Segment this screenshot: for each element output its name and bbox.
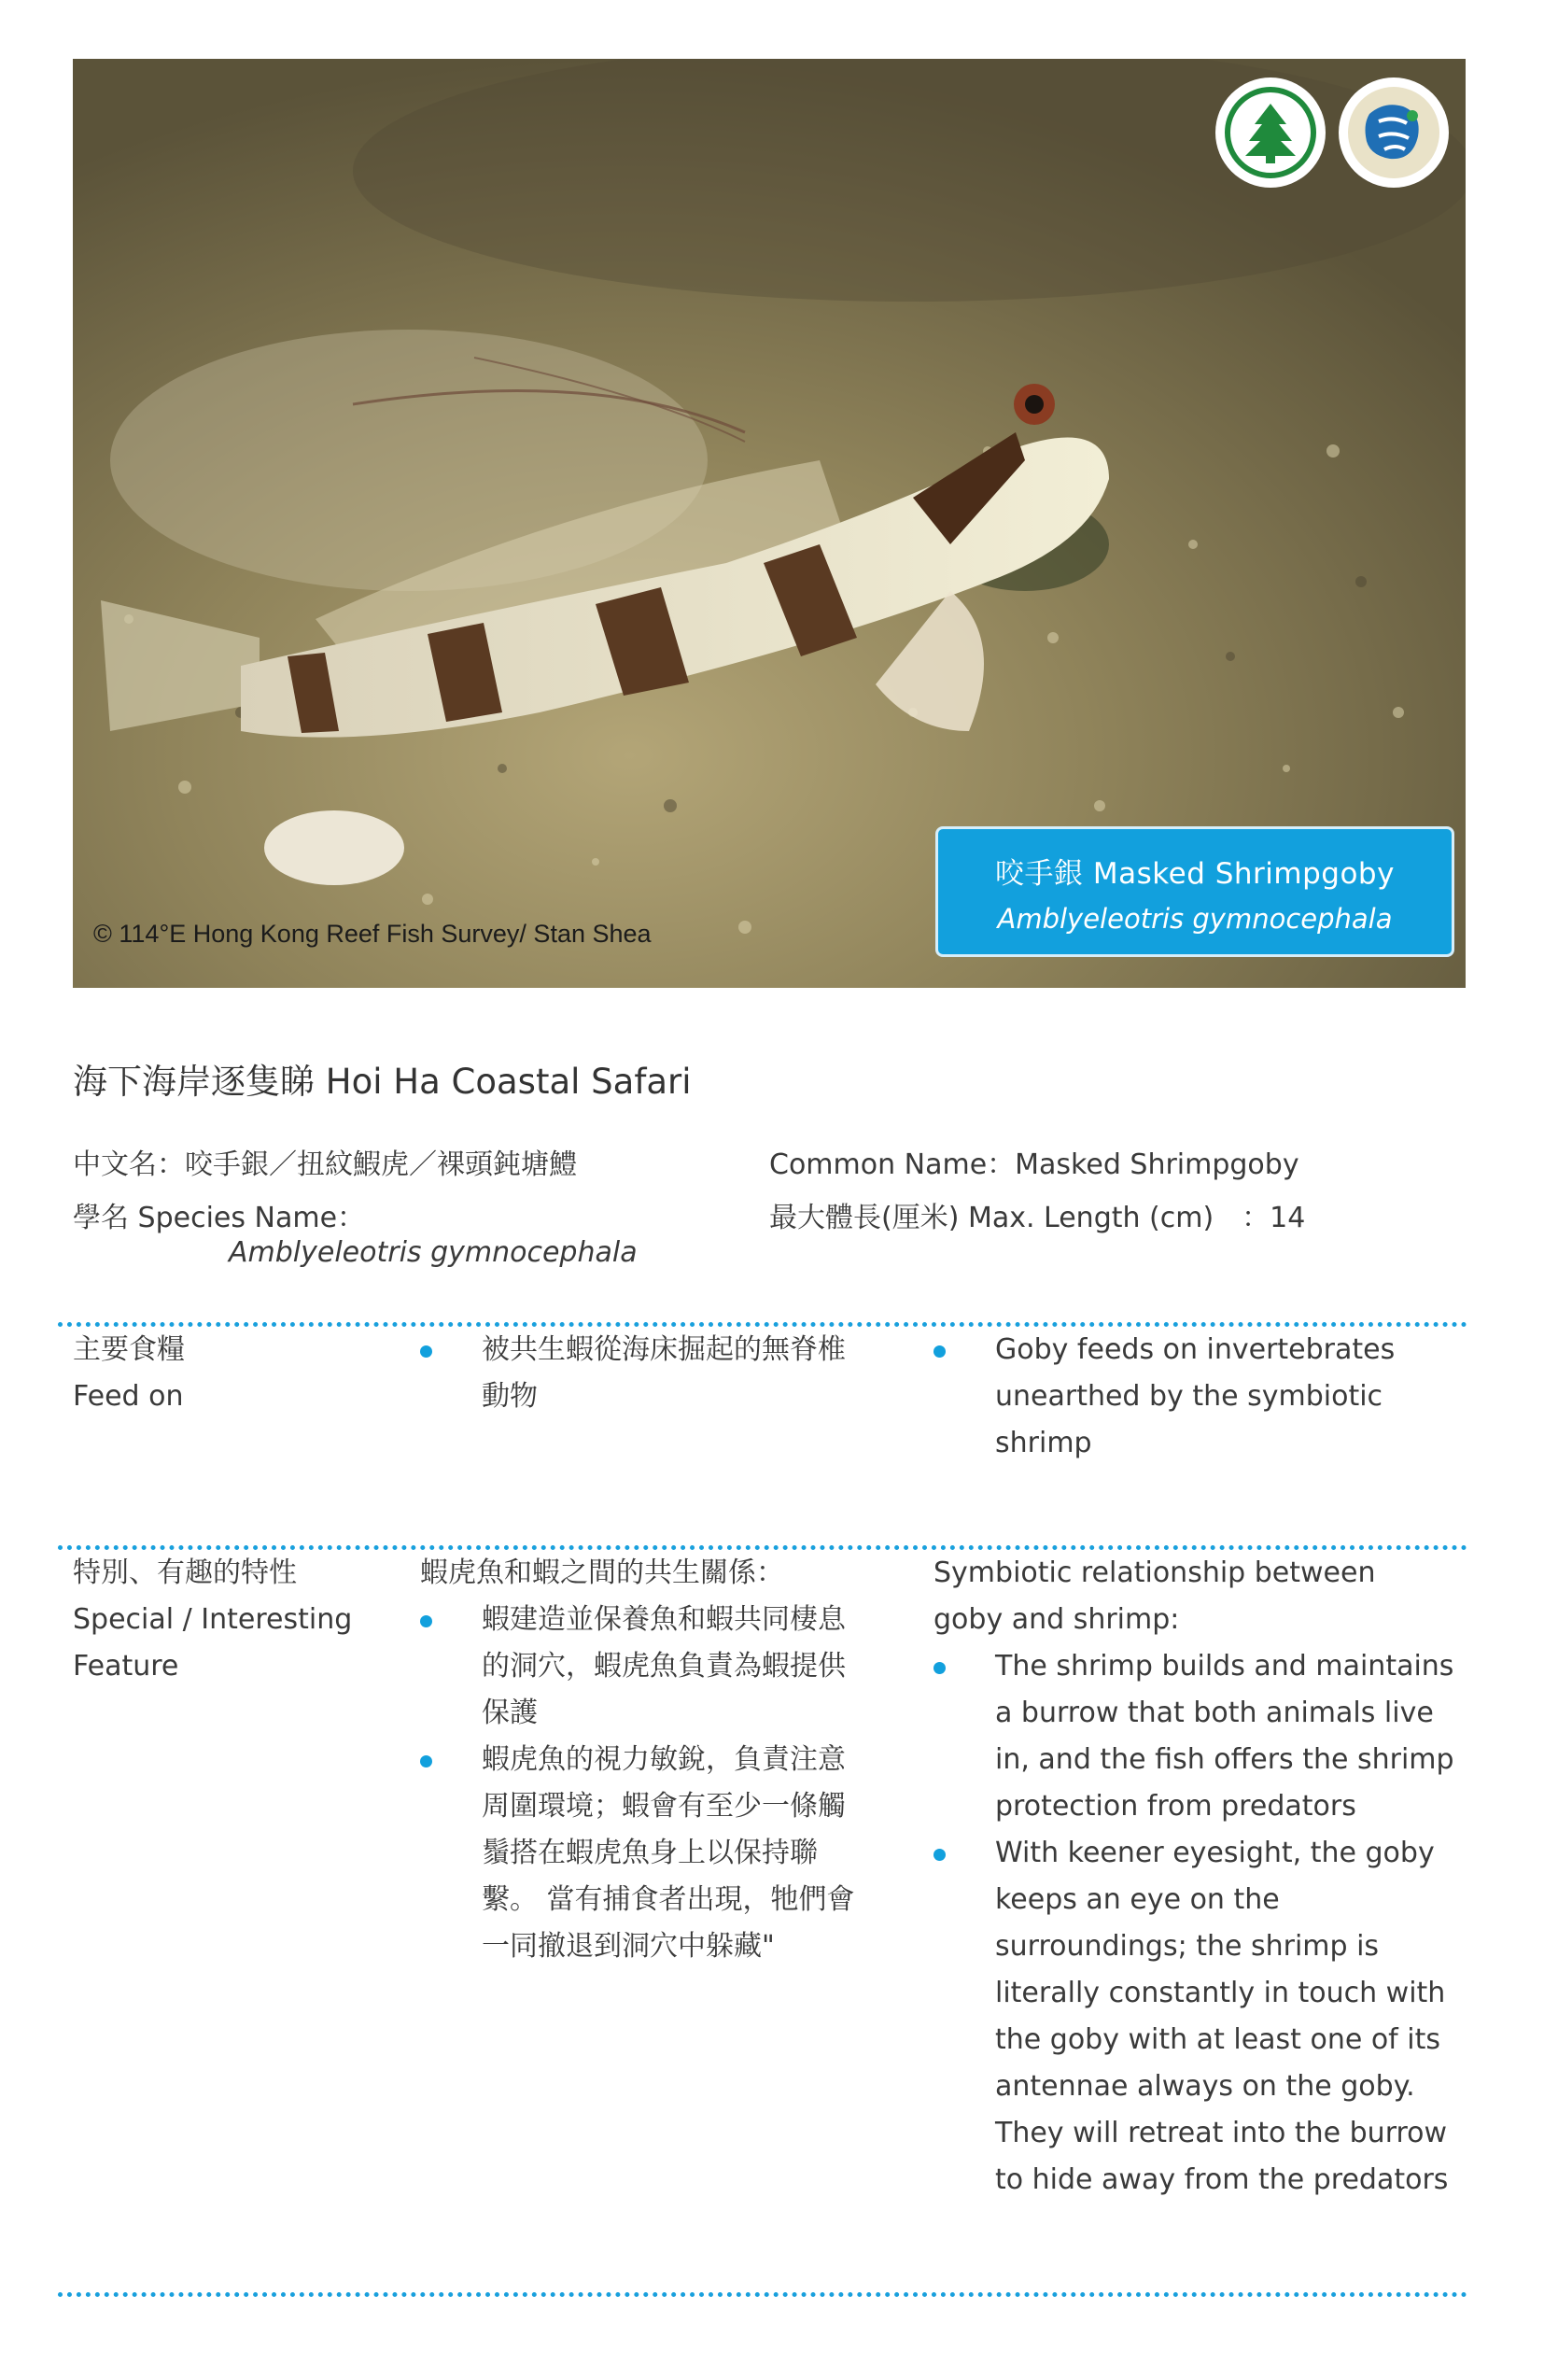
- list-item: Goby feeds on invertebrates unearthed by the symbiotic shrimp: [933, 1327, 1456, 1467]
- list-item: 被共生蝦從海床掘起的無脊椎動物: [420, 1327, 859, 1420]
- feature-en-intro: Symbiotic relationship between goby and shrimp:: [933, 1556, 1376, 1636]
- feed-on-label-zh: 主要食糧: [73, 1333, 185, 1366]
- feed-on-zh: [420, 1327, 859, 1420]
- list-item: The shrimp builds and maintains a burrow that both animals live in, and the fish offers the shrimp protection from predators: [933, 1643, 1466, 1830]
- feature-label: [73, 1550, 390, 1690]
- caption-scientific-name: Amblyeleotris gymnocephala: [997, 903, 1393, 935]
- list-item: 蝦建造並保養魚和蝦共同棲息的洞穴，蝦虎魚負責為蝦提供保護: [420, 1597, 868, 1737]
- feature-zh-intro: 蝦虎魚和蝦之間的共生關係：: [420, 1556, 784, 1589]
- list-item: 蝦虎魚的視力敏銳，負責注意周圍環境；蝦會有至少一條觸鬚搭在蝦虎魚身上以保持聯繫。 當有捕食者出現，牠們會一同撤退到洞穴中躲藏": [420, 1737, 868, 1970]
- feature-zh: [420, 1550, 868, 1970]
- feature-en: [933, 1550, 1466, 2204]
- caption-common-name: 咬手銀 Masked Shrimpgoby: [995, 857, 1395, 891]
- species-name-value: Amblyeleotris gymnocephala: [229, 1236, 638, 1269]
- feature-label-zh: 特別、有趣的特性: [73, 1556, 297, 1589]
- species-name-label: 學名 Species Name：: [73, 1202, 366, 1234]
- chinese-name: 中文名：咬手銀／扭紋鰕虎／裸頭鈍塘鱧: [73, 1148, 577, 1181]
- feature-label-en: Special / Interesting Feature: [73, 1603, 353, 1683]
- photo-credit: © 114°E Hong Kong Reef Fish Survey/ Stan Shea: [93, 920, 652, 948]
- species-caption-box: [935, 826, 1454, 957]
- divider: [58, 2292, 1467, 2297]
- feed-on-label-en: Feed on: [73, 1380, 184, 1413]
- common-name: Common Name：Masked Shrimpgoby: [769, 1148, 1299, 1181]
- marine-park-icon: [1356, 95, 1431, 170]
- hoi-ha-logo: [1339, 77, 1449, 188]
- feed-on-en: [933, 1327, 1456, 1467]
- species-photo: [73, 59, 1466, 988]
- page-title: 海下海岸逐隻睇 Hoi Ha Coastal Safari: [73, 1062, 692, 1102]
- list-item: With keener eyesight, the goby keeps an eye on the surroundings; the shrimp is literally constantly in touch with the goby with at least one of its antennae always on the goby. They will retreat into the burrow to hide away from the predators: [933, 1830, 1466, 2204]
- tree-icon: [1238, 100, 1303, 165]
- afcd-tree-logo: [1215, 77, 1326, 188]
- logo-group: [1215, 77, 1449, 188]
- max-length: 最大體長(厘米) Max. Length (cm) ：14: [769, 1202, 1306, 1234]
- feed-on-label: [73, 1327, 381, 1420]
